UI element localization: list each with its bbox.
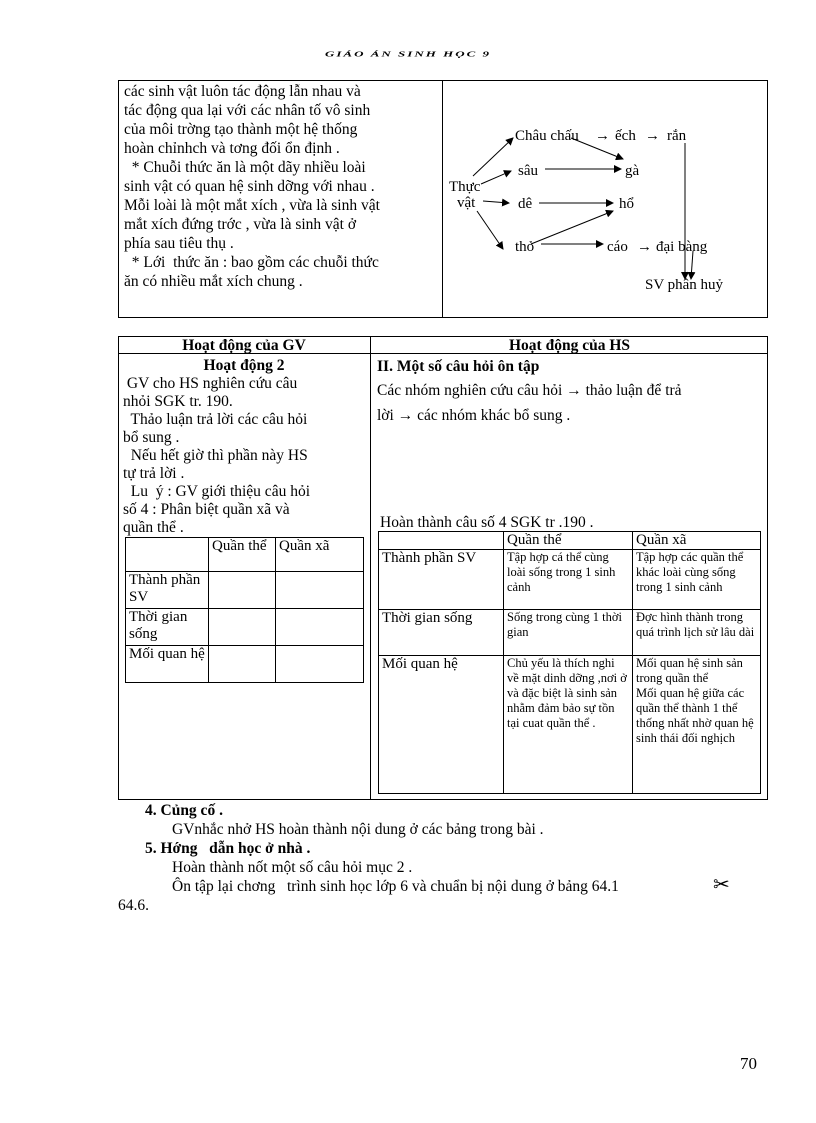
text-fragment: Các nhóm nghiên cứu câu hỏi (377, 382, 563, 399)
text-fragment: các nhóm khác bổ sung . (417, 407, 571, 424)
arrow-thuc-to-tho (477, 211, 503, 249)
homework-heading: 5. Hớng dẫn học ở nhà . (145, 840, 311, 857)
scissors-icon: ✂ (713, 874, 730, 896)
food-web-diagram (443, 81, 767, 317)
table-corner-cell (126, 538, 209, 572)
text-line: Thảo luận trả lời các câu hỏi (123, 411, 308, 428)
consolidation-heading: 4. Củng cố . (145, 802, 223, 819)
text-line (377, 378, 767, 403)
node-dai-bang: đại bàng (656, 239, 708, 255)
table-cell-empty[interactable] (209, 572, 276, 609)
consolidation-text: GVnhắc nhở HS hoàn thành nội dung ở các bảng trong bài . (172, 821, 544, 838)
node-ga: gà (625, 163, 640, 179)
node-cao: cáo (607, 239, 628, 255)
activity-divider (370, 336, 371, 800)
text-line (377, 403, 767, 428)
gv-comparison-table (125, 537, 364, 683)
arrow-glyph: → (645, 128, 660, 144)
hs-comparison-table (378, 531, 761, 794)
node-ech: ếch (615, 128, 636, 144)
table-row-label: Thời gian sống (126, 609, 209, 646)
text-line: Nếu hết giờ thì phần này HS (123, 447, 308, 464)
arrow-thuc-to-chauchau (473, 138, 513, 176)
table-cell-empty[interactable] (209, 646, 276, 683)
node-sv-phan-huy: SV phân huỷ (645, 277, 724, 293)
text-line: * Chuỗi thức ăn là một dãy nhiều loài (124, 159, 366, 176)
table-row-label: Mối quan hệ (379, 656, 504, 794)
table-cell-quan-the: Chủ yếu là thích nghi về mặt dinh dỡng ,nơi ở và đặc biệt là sinh sản nhằm đảm bảo sự tồn tại cuat quần thể . (504, 656, 633, 794)
text-fragment: lời (377, 407, 394, 424)
gv-instructions (123, 375, 369, 537)
hs-section-title: II. Một số câu hỏi ôn tập (377, 358, 540, 375)
table-cell-quan-xa: Đợc hình thành trong quá trình lịch sử lâu dài (633, 610, 761, 656)
table-header-quan-the: Quần thể (504, 532, 633, 550)
arrow-glyph: → (595, 128, 610, 144)
homework-line-3: 64.6. (118, 897, 149, 914)
text-line: nhỏi SGK tr. 190. (123, 393, 233, 410)
text-line: quần thể . (123, 519, 184, 536)
table-row-label: Thành phần SV (379, 550, 504, 610)
page-number: 70 (740, 1054, 757, 1073)
arrow-glyph: → (566, 382, 582, 399)
text-line: phía sau tiêu thụ . (124, 235, 234, 252)
table-cell-empty[interactable] (209, 609, 276, 646)
node-chau-chau: Châu chấu (515, 128, 579, 144)
text-line: Lu ý : GV giới thiệu câu hỏi (123, 483, 310, 500)
table-row-label: Thời gian sống (379, 610, 504, 656)
node-tho: thỏ (515, 239, 535, 255)
table-cell-empty[interactable] (276, 609, 364, 646)
table-header-quan-the: Quần thể (209, 538, 276, 572)
homework-line-2: Ôn tập lại chơng trình sinh học lớp 6 và chuẩn bị nội dung ở bảng 64.1 (172, 878, 619, 895)
text-line: tự trả lời . (123, 465, 185, 482)
arrow-glyph: → (637, 239, 652, 255)
top-left-text (124, 82, 440, 291)
table-cell-empty[interactable] (276, 572, 364, 609)
text-line: sinh vật có quan hệ sinh dỡng với nhau . (124, 178, 375, 195)
text-line: số 4 : Phân biệt quần xã và (123, 501, 290, 518)
table-cell-quan-xa: Mối quan hệ sinh sản trong quần thể Mối quan hệ giữa các quần thể thành 1 thể thống nhất nhờ quan hệ sinh thái đối nghịch (633, 656, 761, 794)
arrow-daibang-to-svphanhuy (691, 251, 693, 279)
table-cell-quan-the: Sống trong cùng 1 thời gian (504, 610, 633, 656)
text-line: GV cho HS nghiên cứu câu (123, 375, 298, 392)
node-sau: sâu (518, 163, 538, 179)
table-header-quan-xa: Quần xã (633, 532, 761, 550)
homework-line-1: Hoàn thành nốt một số câu hỏi mục 2 . (172, 859, 413, 876)
arrow-thuc-to-sau (481, 171, 511, 184)
text-line: của môi trờng tạo thành một hệ thống (124, 121, 358, 138)
arrow-thuc-to-de (483, 201, 509, 203)
gv-activity-title: Hoạt động 2 (203, 357, 285, 374)
text-line: hoàn chỉnhch và tơng đối ổn định . (124, 140, 340, 157)
table-header-quan-xa: Quần xã (276, 538, 364, 572)
hs-complete-note: Hoàn thành câu số 4 SGK tr .190 . (380, 514, 594, 531)
node-thuc: Thực (449, 179, 481, 195)
text-line: Mỗi loài là một mắt xích , vừa là sinh vật (124, 197, 380, 214)
arrow-tho-to-ho (531, 211, 613, 244)
hs-instructions (377, 378, 767, 428)
text-line: * Lới thức ăn : bao gồm các chuỗi thức (124, 254, 379, 271)
text-line: tác động qua lại với các nhân tố vô sinh (124, 102, 371, 119)
table-row-label: Mối quan hệ (126, 646, 209, 683)
node-ho: hổ (619, 196, 634, 212)
node-ran: rắn (667, 128, 687, 144)
text-line: bổ sung . (123, 429, 180, 446)
table-cell-quan-xa: Tập hợp các quần thể khác loài cùng sống trong 1 sinh cảnh (633, 550, 761, 610)
arrow-glyph: → (397, 407, 414, 424)
text-fragment: thảo luận để trả (585, 382, 682, 399)
text-line: các sinh vật luôn tác động lẫn nhau và (124, 83, 361, 100)
text-line: mắt xích đứng trớc , vừa là sinh vật ở (124, 216, 357, 233)
hs-column-header: Hoạt động của HS (508, 337, 630, 354)
table-corner-cell (379, 532, 504, 550)
node-vat: vật (457, 195, 476, 211)
text-line: ăn có nhiều mắt xích chung . (124, 273, 303, 290)
table-row-label: Thành phần SV (126, 572, 209, 609)
page-header: GIÁO ÁN SINH HỌC 9 (324, 50, 492, 59)
table-cell-quan-the: Tập hợp cá thể cùng loài sống trong 1 sinh cảnh (504, 550, 633, 610)
gv-column-header: Hoạt động của GV (182, 337, 306, 354)
table-cell-empty[interactable] (276, 646, 364, 683)
node-de: dê (518, 196, 533, 212)
